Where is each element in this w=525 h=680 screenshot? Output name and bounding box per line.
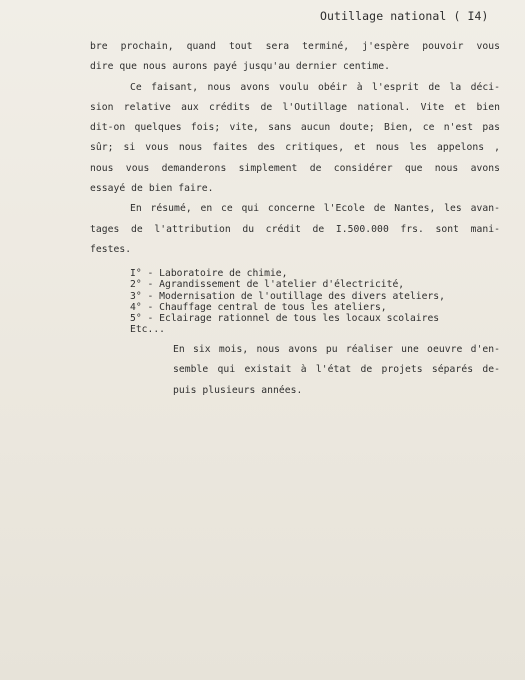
list-item: I° - Laboratoire de chimie, [130,268,288,279]
text-line: bre prochain, quand tout sera terminé, j'espère pouvoir vous [90,41,500,52]
text-line: Ce faisant, nous avons voulu obéir à l'esprit de la déci- [130,81,500,93]
body-text [90,37,500,260]
text-line: tages de l'attribution du crédit de I.500.000 frs. sont mani- [90,223,500,235]
text-line: En résumé, en ce qui concerne l'Ecole de Nantes, les avan- [130,203,500,215]
text-line: nous vous demanderons simplement de considérer que nous avons [90,162,500,174]
text-line: sion relative aux crédits de l'Outillage national. Vite et bien [90,101,500,113]
text-line: festes. [90,243,132,255]
text-line: dire que nous aurons payé jusqu'au dernier centime. [90,61,391,73]
text-line: essayé de bien faire. [90,183,214,195]
text-line: semble qui existait à l'état de projets séparés de- [173,364,500,376]
text-line: puis plusieurs années. [173,384,303,396]
list-item: Etc... [130,324,165,336]
list-item: 4° - Chauffage central de tous les ateliers, [130,301,387,313]
text-line: En six mois, nous avons pu réaliser une oeuvre d'en- [173,344,500,355]
list-item: 2° - Agrandissement de l'atelier d'électricité, [130,279,405,291]
list-item: 3° - Modernisation de l'outillage des divers ateliers, [130,290,445,302]
improvements-list [130,268,500,336]
text-line: sûr; si vous nous faites des critiques, et nous les appelons , [90,142,500,154]
page-header: Outillage national ( I4) [320,9,489,23]
list-item: 5° - Eclairage rationnel de tous les locaux scolaires [130,313,440,325]
closing-paragraph [173,340,500,401]
text-line: dit-on quelques fois; vite, sans aucun doute; Bien, ce n'est pas [90,122,500,134]
